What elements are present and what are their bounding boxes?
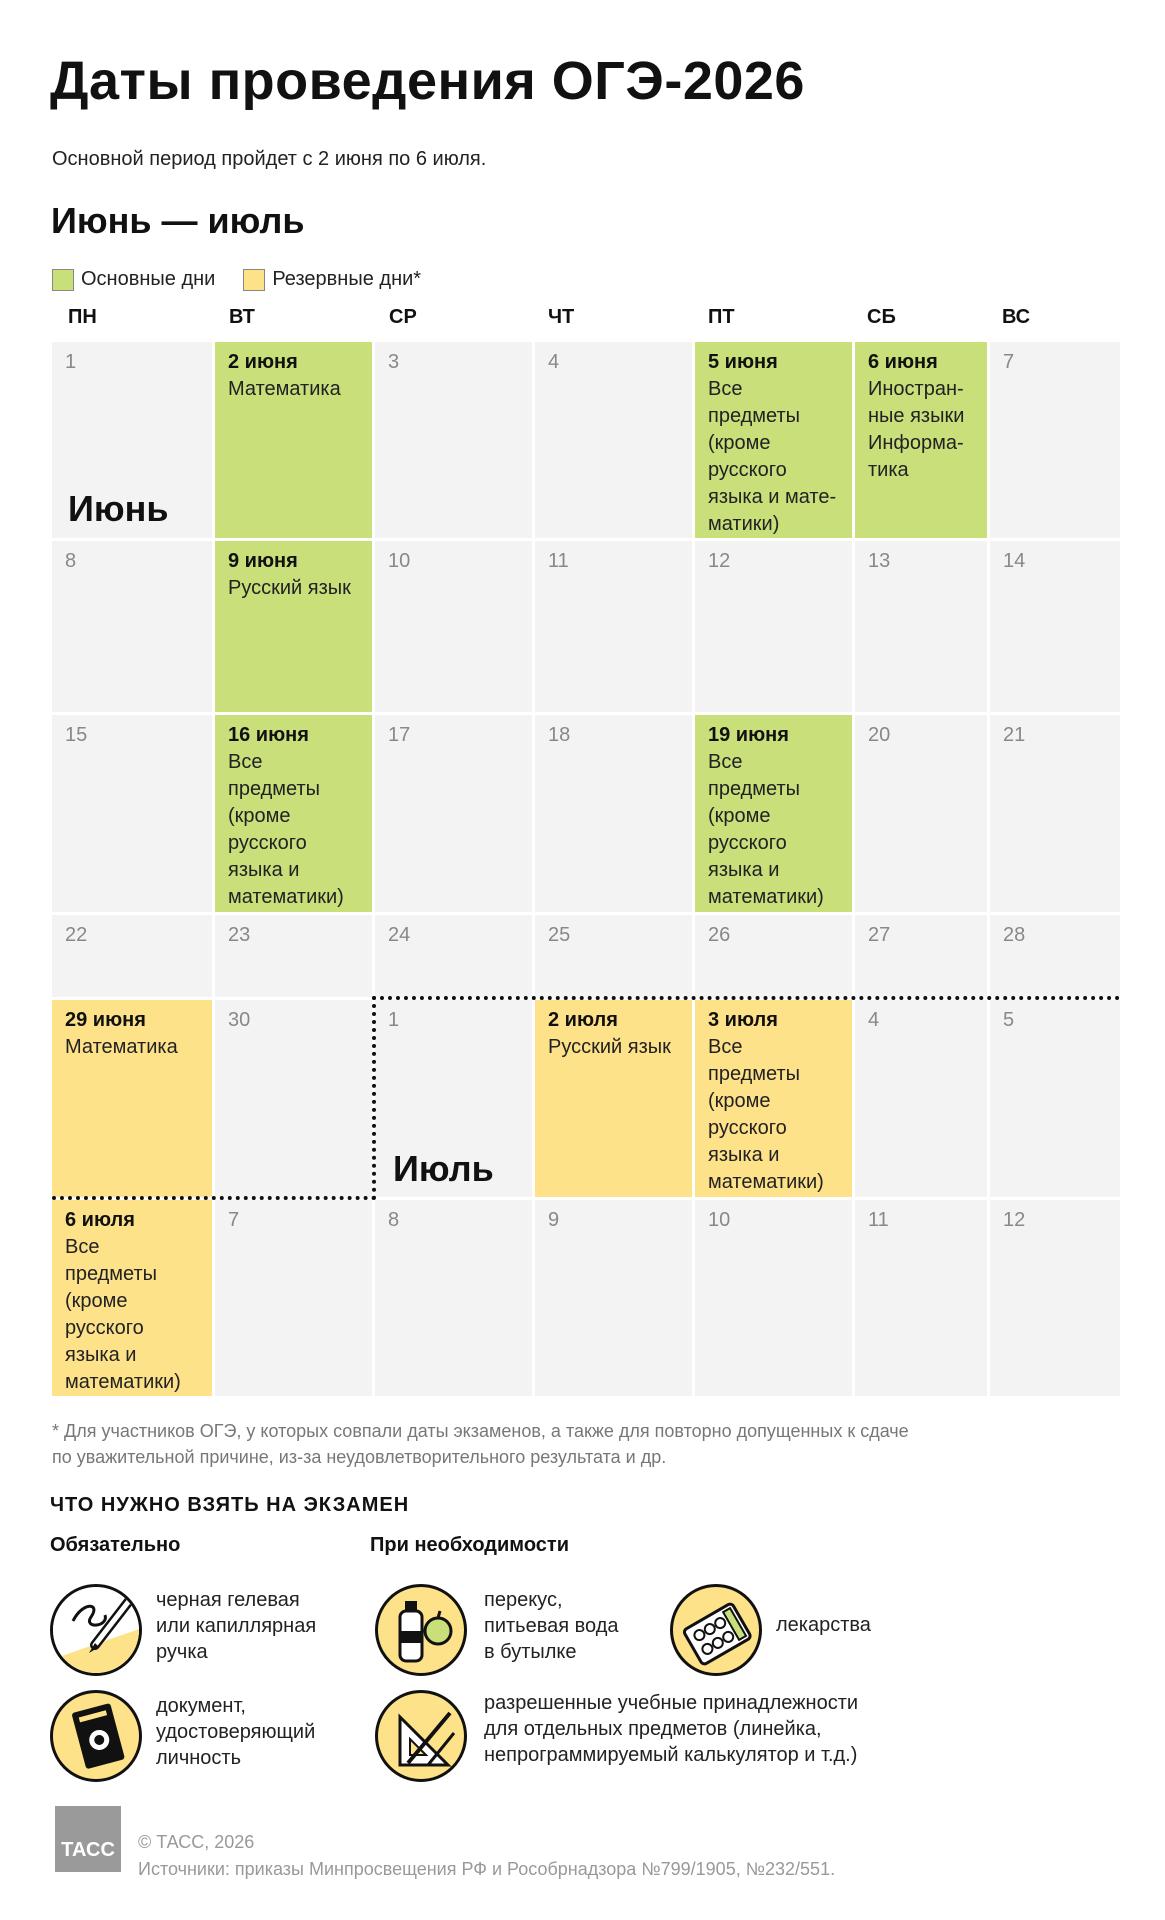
day-number: 13 <box>868 550 891 572</box>
sources: Источники: приказы Минпросвещения РФ и Рособрнадзора №799/1905, №232/551. <box>138 1859 836 1879</box>
day-cell <box>990 915 1120 997</box>
exam-subject: (кроме <box>228 805 291 827</box>
tass-logo: ТАСС <box>55 1806 121 1872</box>
page-subtitle: Основной период пройдет с 2 июня по 6 июля. <box>52 148 487 170</box>
pen-text <box>156 1587 316 1665</box>
exam-cell-jun16 <box>215 715 372 912</box>
exam-subject: предметы <box>65 1263 158 1285</box>
snack-icon <box>375 1584 467 1676</box>
pen-icon <box>50 1584 142 1676</box>
legend-reserve-swatch <box>243 269 265 291</box>
exam-date: 19 июня <box>708 724 789 746</box>
exam-subject: (кроме <box>708 1090 771 1112</box>
day-cell <box>855 715 987 912</box>
exam-date: 29 июня <box>65 1009 146 1031</box>
exam-subject: предметы <box>708 405 801 427</box>
weekday-header <box>52 306 1120 336</box>
exam-cell-jun9 <box>215 541 372 712</box>
day-cell <box>695 915 852 997</box>
weekday-wed: СР <box>389 306 417 328</box>
exam-subject: Все <box>65 1236 100 1258</box>
pen-text-line: черная гелевая <box>156 1589 300 1611</box>
exam-cell-jul3 <box>695 1000 852 1197</box>
day-cell <box>375 1200 532 1396</box>
exam-subject: русского <box>228 832 307 854</box>
exam-date: 16 июня <box>228 724 309 746</box>
exam-date: 5 июня <box>708 351 778 373</box>
exam-cell-jun2 <box>215 342 372 538</box>
day-cell <box>990 1000 1120 1197</box>
ruler-icon <box>375 1690 467 1782</box>
legend-main <box>52 268 215 291</box>
exam-subject: языка и <box>65 1344 137 1366</box>
pen-text-line: ручка <box>156 1641 208 1663</box>
day-cell <box>535 541 692 712</box>
passport-icon <box>50 1690 142 1782</box>
weekday-tue: ВТ <box>229 306 255 328</box>
exam-subject: языка и <box>708 859 780 881</box>
day-number: 20 <box>868 724 891 746</box>
day-cell <box>990 541 1120 712</box>
copyright: © ТАСС, 2026 <box>138 1832 255 1852</box>
exam-subject: Все <box>708 378 743 400</box>
pills-icon <box>670 1584 762 1676</box>
medicine-text-line: лекарства <box>776 1614 871 1636</box>
day-number: 27 <box>868 924 891 946</box>
exam-subject: русского <box>65 1317 144 1339</box>
month-label-july: Июль <box>393 1148 494 1189</box>
exam-subject: Русский язык <box>228 577 351 599</box>
exam-subject: (кроме <box>65 1290 128 1312</box>
exam-cell-jun29 <box>52 1000 212 1197</box>
day-cell <box>375 342 532 538</box>
exam-subject: Математика <box>228 378 341 400</box>
exam-subject: математики) <box>65 1371 181 1393</box>
day-number: 25 <box>548 924 571 946</box>
day-number: 9 <box>548 1209 560 1231</box>
day-cell <box>855 541 987 712</box>
snack-text-line: в бутылке <box>484 1641 577 1663</box>
day-number: 7 <box>1003 351 1015 373</box>
day-number: 12 <box>1003 1209 1026 1231</box>
supplies-text-line: разрешенные учебные принадлежности <box>484 1692 859 1714</box>
legend <box>52 268 449 291</box>
exam-subject: языка и мате- <box>708 486 837 508</box>
day-number: 14 <box>1003 550 1026 572</box>
day-cell <box>855 1200 987 1396</box>
day-number: 18 <box>548 724 571 746</box>
exam-subject: Все <box>228 751 263 773</box>
month-boundary-line <box>372 996 1120 1000</box>
legend-main-swatch <box>52 269 74 291</box>
exam-subject: математики) <box>228 886 344 908</box>
supplies-text-line: непрограммируемый калькулятор и т.д.) <box>484 1744 858 1766</box>
footer-credits <box>138 1829 835 1883</box>
day-number: 3 <box>388 351 400 373</box>
day-number: 10 <box>388 550 411 572</box>
legend-reserve-label: Резервные дни* <box>272 268 422 290</box>
day-number: 26 <box>708 924 731 946</box>
day-cell <box>52 715 212 912</box>
document-text <box>156 1693 315 1771</box>
period-title: Июнь — июль <box>51 200 305 241</box>
snack-text <box>484 1587 619 1665</box>
document-text-line: личность <box>156 1747 242 1769</box>
day-cell <box>535 915 692 997</box>
exam-subject: тика <box>868 459 909 481</box>
day-cell <box>52 915 212 997</box>
day-cell <box>990 342 1120 538</box>
day-number: 7 <box>228 1209 240 1231</box>
exam-subject: математики) <box>708 886 824 908</box>
exam-subject: Все <box>708 1036 743 1058</box>
day-number: 30 <box>228 1009 251 1031</box>
day-number: 12 <box>708 550 731 572</box>
day-number: 8 <box>388 1209 400 1231</box>
weekday-fri: ПТ <box>708 306 735 328</box>
optional-title: При необходимости <box>370 1534 569 1556</box>
day-cell <box>375 541 532 712</box>
day-cell <box>535 715 692 912</box>
day-cell <box>855 915 987 997</box>
day-cell <box>375 915 532 997</box>
day-number: 4 <box>548 351 560 373</box>
mandatory-title: Обязательно <box>50 1534 181 1556</box>
weekday-thu: ЧТ <box>548 306 575 328</box>
day-cell <box>215 1200 372 1396</box>
exam-date: 6 июля <box>65 1209 135 1231</box>
month-label-june: Июнь <box>68 488 169 529</box>
day-cell <box>535 1200 692 1396</box>
exam-subject: русского <box>708 459 787 481</box>
month-boundary-line <box>372 996 376 1200</box>
page-title: Даты проведения ОГЭ-2026 <box>50 51 805 111</box>
exam-subject: русского <box>708 1117 787 1139</box>
legend-reserve <box>243 268 421 291</box>
exam-cell-jul2 <box>535 1000 692 1197</box>
exam-subject: Русский язык <box>548 1036 671 1058</box>
day-cell <box>990 1200 1120 1396</box>
day-number: 22 <box>65 924 88 946</box>
day-cell <box>215 915 372 997</box>
day-cell <box>535 342 692 538</box>
exam-date: 6 июня <box>868 351 938 373</box>
day-number: 11 <box>868 1209 889 1231</box>
exam-date: 2 июля <box>548 1009 618 1031</box>
exam-date: 3 июля <box>708 1009 778 1031</box>
month-boundary-line <box>52 1196 376 1200</box>
exam-subject: языка и <box>708 1144 780 1166</box>
exam-cell-jul6 <box>52 1200 212 1396</box>
exam-subject: русского <box>708 832 787 854</box>
day-cell <box>52 541 212 712</box>
weekday-mon: ПН <box>68 306 97 328</box>
exam-date: 9 июня <box>228 550 298 572</box>
day-number: 28 <box>1003 924 1026 946</box>
document-text-line: документ, <box>156 1695 246 1717</box>
footnote <box>52 1418 1052 1470</box>
exam-date: 2 июня <box>228 351 298 373</box>
exam-subject: Математика <box>65 1036 178 1058</box>
exam-subject: (кроме <box>708 805 771 827</box>
day-cell <box>215 1000 372 1197</box>
day-number: 15 <box>65 724 88 746</box>
exam-cell-jun19 <box>695 715 852 912</box>
day-number: 24 <box>388 924 411 946</box>
calendar-grid <box>52 342 1120 1396</box>
supplies-text-line: для отдельных предметов (линейка, <box>484 1718 822 1740</box>
day-number: 8 <box>65 550 77 572</box>
day-number: 10 <box>708 1209 731 1231</box>
exam-cell-jun6 <box>855 342 987 538</box>
day-number: 17 <box>388 724 411 746</box>
exam-subject: предметы <box>228 778 321 800</box>
exam-cell-jun5 <box>695 342 852 538</box>
day-number: 1 <box>388 1009 400 1031</box>
snack-text-line: перекус, <box>484 1589 563 1611</box>
exam-subject: матики) <box>708 513 780 535</box>
day-number: 23 <box>228 924 251 946</box>
exam-subject: предметы <box>708 1063 801 1085</box>
day-number: 4 <box>868 1009 880 1031</box>
exam-subject: Информа- <box>868 432 964 454</box>
day-number: 21 <box>1003 724 1026 746</box>
day-number: 11 <box>548 550 569 572</box>
day-number: 5 <box>1003 1009 1015 1031</box>
exam-subject: ные языки <box>868 405 965 427</box>
exam-subject: математики) <box>708 1171 824 1193</box>
weekday-sat: СБ <box>867 306 896 328</box>
day-cell <box>855 1000 987 1197</box>
day-cell <box>695 541 852 712</box>
day-cell <box>990 715 1120 912</box>
day-cell <box>695 1200 852 1396</box>
needs-title: ЧТО НУЖНО ВЗЯТЬ НА ЭКЗАМЕН <box>50 1494 410 1516</box>
footnote-line: по уважительной причине, из-за неудовлетворительного результата и др. <box>52 1447 667 1467</box>
pen-text-line: или капиллярная <box>156 1615 317 1637</box>
legend-main-label: Основные дни <box>81 268 216 290</box>
footnote-line: * Для участников ОГЭ, у которых совпали даты экзаменов, а также для повторно допущенных к сдаче <box>52 1421 909 1441</box>
exam-subject: Иностран- <box>868 378 964 400</box>
document-text-line: удостоверяющий <box>156 1721 316 1743</box>
exam-subject: языка и <box>228 859 300 881</box>
weekday-sun: ВС <box>1002 306 1031 328</box>
day-cell <box>375 715 532 912</box>
day-number: 1 <box>65 351 77 373</box>
supplies-text <box>484 1690 858 1768</box>
exam-subject: (кроме <box>708 432 771 454</box>
exam-subject: Все <box>708 751 743 773</box>
snack-text-line: питьевая вода <box>484 1615 619 1637</box>
medicine-text <box>776 1612 871 1638</box>
exam-subject: предметы <box>708 778 801 800</box>
